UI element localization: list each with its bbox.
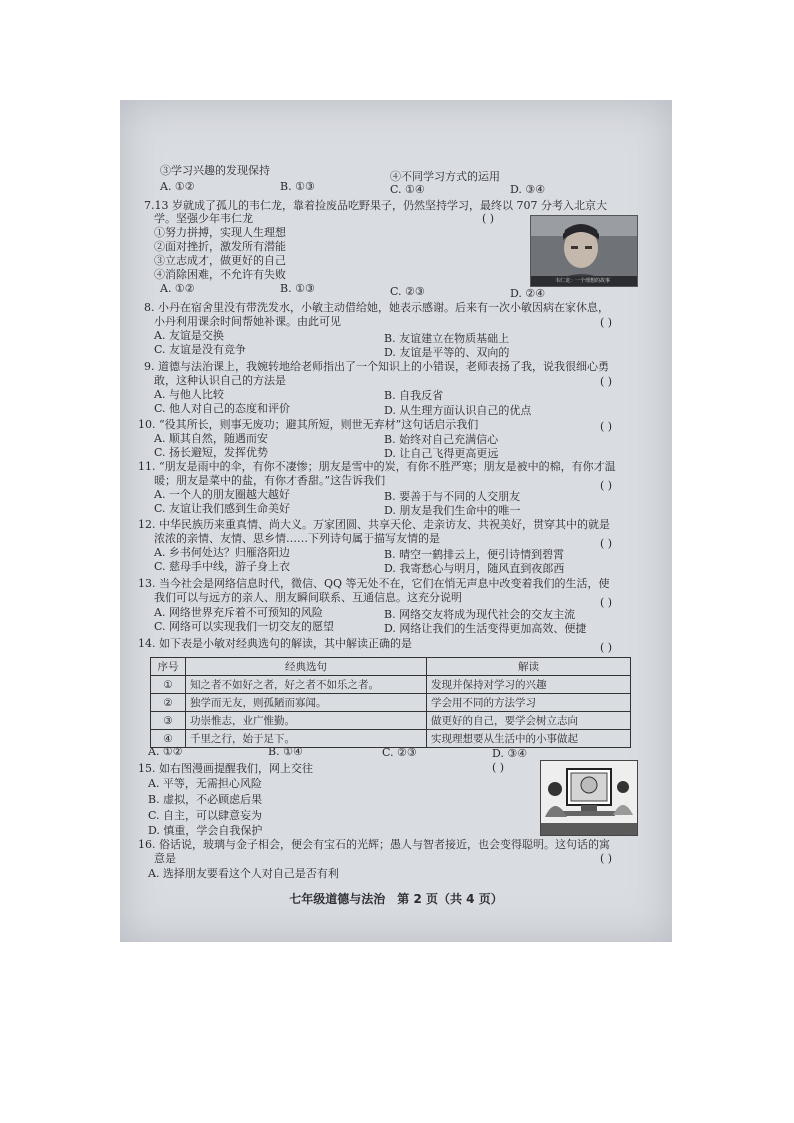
option-a: A. ①②	[148, 745, 183, 758]
table-row	[151, 730, 631, 748]
table-cell: 学会用不同的方法学习	[427, 694, 631, 712]
table-row	[151, 712, 631, 730]
question-text: 暖；朋友是菜中的盐，有你才香甜。”这告诉我们	[154, 474, 386, 487]
option-c: C. 他人对自己的态度和评价	[154, 402, 291, 415]
page-footer: 七年级道德与法治 第 2 页（共 4 页）	[289, 892, 503, 906]
option-b: B. 始终对自己充满信心	[384, 433, 499, 446]
question-text: 13. 当今社会是网络信息时代，微信、QQ 等无处不在，它们在悄无声息中改变着我们的生活，使	[138, 577, 610, 590]
table-header: 序号	[151, 658, 186, 676]
option-a: A. 一个人的朋友圈越大越好	[154, 488, 290, 501]
question-text: 16. 俗话说，玻璃与金子相会，便会有宝石的光辉；愚人与智者接近，也会变得聪明。这句话的寓	[138, 838, 610, 851]
option-line: ④消除困难，不允许有失败	[154, 268, 286, 281]
option-c: C. ①④	[390, 183, 425, 196]
answer-bracket: ( )	[600, 641, 613, 654]
table-cell: 知之者不如好之者，好之者不如乐之者。	[186, 676, 427, 694]
option-b: B. 友谊建立在物质基础上	[384, 332, 510, 345]
option-a: A. 网络世界充斥着不可预知的风险	[154, 606, 323, 619]
question-text: 敢，这种认识自己的方法是	[154, 374, 286, 387]
option-b: B. 虚拟，不必顾虑后果	[148, 793, 263, 806]
answer-bracket: ( )	[600, 420, 613, 433]
table-cell: 千里之行，始于足下。	[186, 730, 427, 748]
option-c: C. 友谊让我们感到生命美好	[154, 502, 291, 515]
option-c: C. ②③	[390, 285, 425, 298]
option-b: B. 自我反省	[384, 389, 444, 402]
option-d: D. 朋友是我们生命中的唯一	[384, 504, 521, 517]
option-line: ②面对挫折，激发所有潜能	[154, 240, 286, 253]
table-cell: ①	[151, 676, 186, 694]
answer-bracket: ( )	[492, 761, 505, 774]
option-d: D. 友谊是平等的、双向的	[384, 346, 510, 359]
question-text: 小丹利用课余时间帮她补课。由此可见	[154, 315, 341, 328]
question-text: 9. 道德与法治课上，我婉转地给老师指出了一个知识上的小错误，老师表扬了我，说我很细心勇	[144, 360, 609, 373]
table-header: 解读	[427, 658, 631, 676]
answer-bracket: ( )	[600, 537, 613, 550]
question-text: 7.13 岁就成了孤儿的韦仁龙，靠着捡废品吃野果子，仍然坚持学习，最终以 707 分考入北京大	[144, 199, 607, 212]
question-text: 学。坚强少年韦仁龙	[154, 212, 253, 225]
option-b: B. ①③	[280, 180, 315, 193]
question-text: 浓浓的亲情、友情、思乡情……下列诗句属于描写友情的是	[154, 532, 440, 545]
option-line: ①努力拼搏，实现人生理想	[154, 226, 286, 239]
option-c: C. 网络可以实现我们一切交友的愿望	[154, 620, 335, 633]
option-d: D. ③④	[492, 747, 528, 760]
question-text: 意是	[154, 852, 176, 865]
table-header: 经典选句	[186, 658, 427, 676]
answer-bracket: ( )	[600, 479, 613, 492]
table-cell: 发现并保持对学习的兴趣	[427, 676, 631, 694]
question-text: 15. 如右图漫画提醒我们，网上交往	[138, 762, 313, 775]
table-cell: ④	[151, 730, 186, 748]
option-a: A. 选择朋友要看这个人对自己是否有利	[148, 867, 339, 880]
option-d: D. 从生理方面认识自己的优点	[384, 404, 532, 417]
answer-bracket: ( )	[600, 852, 613, 865]
option-a: A. ①②	[160, 282, 195, 295]
answer-bracket: ( )	[600, 596, 613, 609]
option-d: D. 我寄愁心与明月，随风直到夜郎西	[384, 562, 565, 575]
table-cell: 独学而无友，则孤陋而寡闻。	[186, 694, 427, 712]
option-b: B. 要善于与不同的人交朋友	[384, 490, 521, 503]
option-a: A. 乡书何处达？归雁洛阳边	[154, 546, 290, 559]
portrait-photo	[530, 215, 638, 287]
table-cell: 实现理想要从生活中的小事做起	[427, 730, 631, 748]
option-a: A. 平等，无需担心风险	[148, 777, 262, 790]
question-text: 12. 中华民族历来重真情、尚大义。万家团圆、共享天伦、走亲访友、共祝美好，贯穿其中的就是	[138, 518, 610, 531]
option-b: B. ①④	[268, 745, 303, 758]
table-cell: ②	[151, 694, 186, 712]
option-c: C. ②③	[382, 746, 417, 759]
question-text: 14. 如下表是小敏对经典选句的解读，其中解读正确的是	[138, 637, 412, 650]
option-c: C. 自主，可以肆意妄为	[148, 809, 263, 822]
question-text: 10. “役其所长，则事无废功；避其所短，则世无弃材”这句话启示我们	[138, 418, 479, 431]
cartoon-illustration	[540, 760, 638, 836]
option-d: D. ②④	[510, 287, 546, 300]
answer-bracket: ( )	[482, 212, 495, 225]
option-a: A. ①②	[160, 180, 195, 193]
option-line: ③学习兴趣的发现保持	[160, 164, 270, 177]
question-text: 8. 小丹在宿舍里没有带洗发水，小敏主动借给她，她表示感谢。后来有一次小敏因病在家休息，	[144, 301, 609, 314]
option-b: B. 网络交友将成为现代社会的交友主流	[384, 608, 576, 621]
table-row	[151, 676, 631, 694]
option-b: B. ①③	[280, 282, 315, 295]
option-b: B. 晴空一鹤排云上，便引诗情到碧霄	[384, 548, 565, 561]
answer-bracket: ( )	[600, 375, 613, 388]
option-a: A. 友谊是交换	[154, 329, 224, 342]
option-d: D. ③④	[510, 183, 546, 196]
option-line: ④不同学习方式的运用	[390, 170, 500, 183]
option-d: D. 让自己飞得更高更远	[384, 447, 499, 460]
answer-bracket: ( )	[600, 316, 613, 329]
option-line: ③立志成才，做更好的自己	[154, 254, 286, 267]
exam-page	[120, 100, 672, 942]
photo-caption: 韦仁龙：一个理想的故事	[555, 278, 611, 284]
table-row	[151, 694, 631, 712]
option-d: D. 网络让我们的生活变得更加高效、便捷	[384, 622, 587, 635]
question-text: 11. “朋友是雨中的伞，有你不凄惨；朋友是雪中的炭，有你不胜严寒；朋友是被中的棉，有你才温	[138, 460, 616, 473]
table-cell: ③	[151, 712, 186, 730]
option-a: A. 与他人比较	[154, 388, 224, 401]
table-cell: 做更好的自己，要学会树立志向	[427, 712, 631, 730]
table-header-row	[151, 658, 631, 676]
option-c: C. 扬长避短，发挥优势	[154, 446, 269, 459]
table-cell: 功崇惟志，业广惟勤。	[186, 712, 427, 730]
option-a: A. 顺其自然，随遇而安	[154, 432, 268, 445]
option-c: C. 友谊是没有竞争	[154, 343, 247, 356]
option-d: D. 慎重，学会自我保护	[148, 824, 263, 837]
question-text: 我们可以与远方的亲人、朋友瞬间联系、互通信息。这充分说明	[154, 591, 462, 604]
quote-table	[150, 657, 631, 748]
option-c: C. 慈母手中线，游子身上衣	[154, 560, 291, 573]
